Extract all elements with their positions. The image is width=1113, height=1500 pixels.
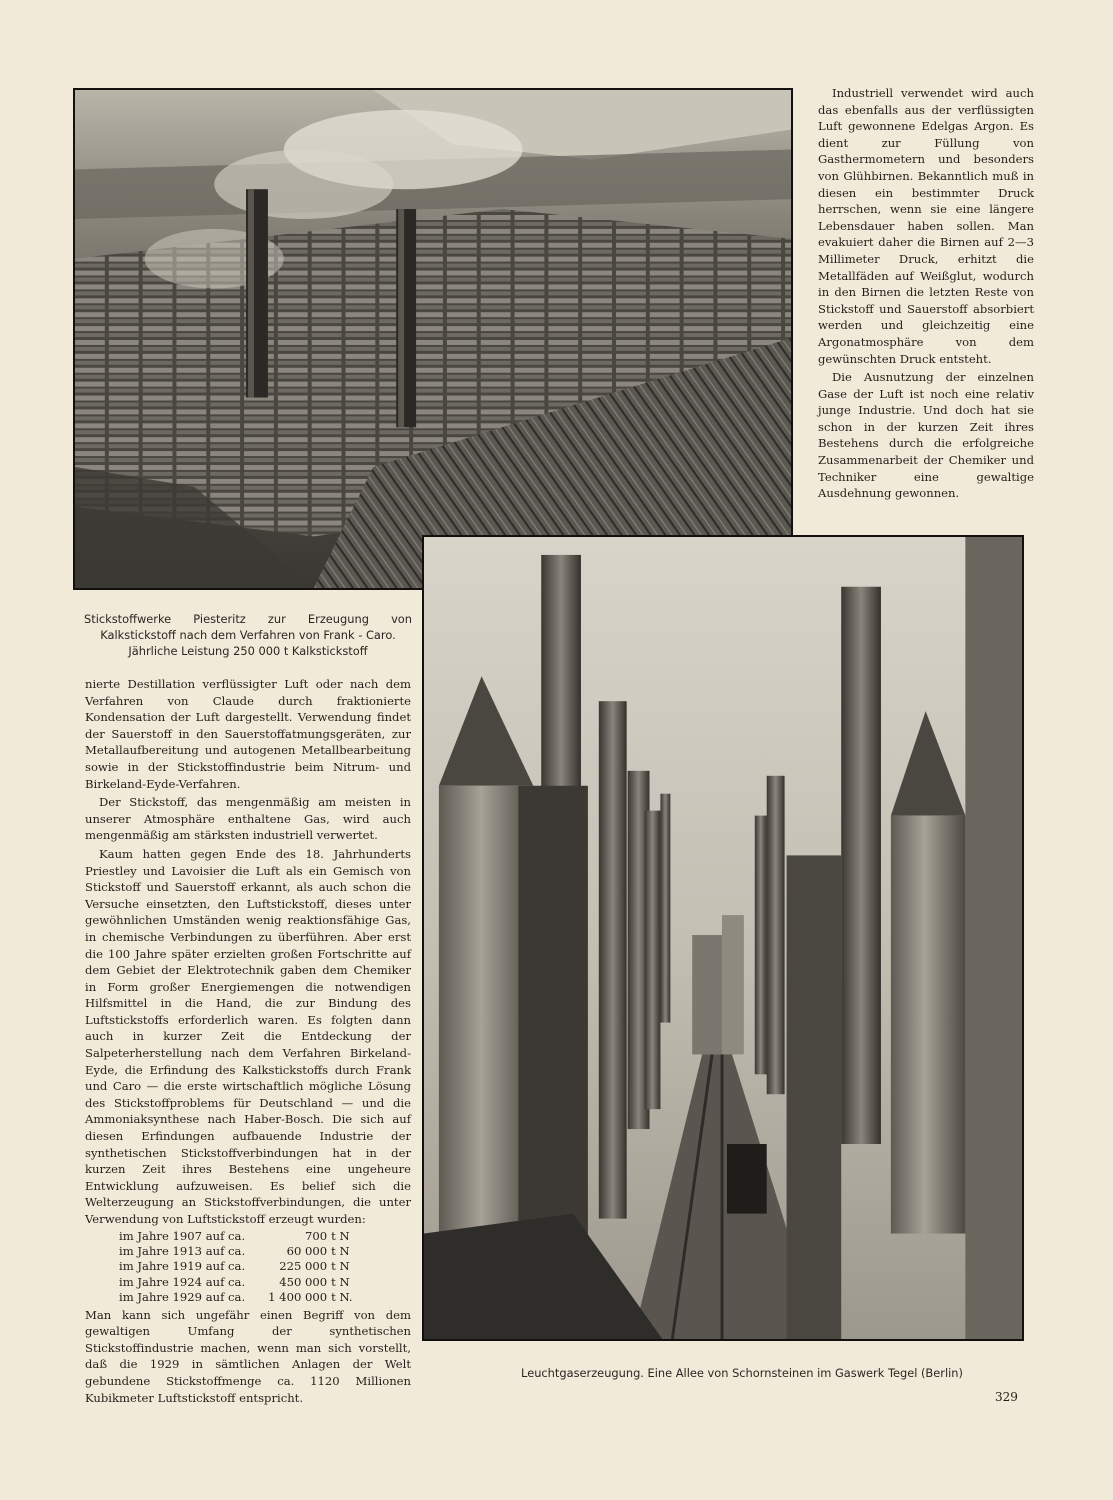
paragraph: nierte Destillation verflüssigter Luft oder nach dem Verfahren von Claude durch fraktionierte Kondensation der Luft dargestellt. Verwendung findet der Sauerstoff in den Sauerstoffatmungsgeräten, zur Metallaufbereitung und autogenen Metallbearbeitung sowie in der Stickstoffindustrie beim Nitrum- und Birkeland-Eyde-Verfahren. bbox=[85, 677, 411, 791]
table-cell-year: im Jahre 1929 auf ca. bbox=[119, 1290, 246, 1305]
production-table bbox=[119, 1229, 357, 1306]
table-row bbox=[119, 1244, 357, 1259]
table-cell-unit: t N bbox=[331, 1228, 350, 1243]
table-cell-amount: 450 000 bbox=[279, 1274, 328, 1289]
figure1-caption-line2: Jährliche Leistung 250 000 t Kalkstickstoff bbox=[128, 644, 368, 658]
table-cell-year: im Jahre 1913 auf ca. bbox=[119, 1244, 246, 1258]
paragraph: Die Ausnutzung der einzelnen Gase der Luft ist noch eine relativ junge Industrie. Und doch hat sie schon in der kurzen Zeit ihres Bestehens durch die erfolgreiche Zusammenarbeit der Chemiker und Techniker eine gewaltige Ausdehnung gewonnen. bbox=[818, 370, 1034, 501]
table-cell-unit: t N. bbox=[331, 1290, 353, 1305]
closing-paragraph: Man kann sich ungefähr einen Begriff von dem gewaltigen Umfang der synthetischen Stickstoffindustrie machen, wenn man sich vorstellt, daß die 1929 in sämtlichen Anlagen der Welt gebundene Stickstoffmenge ca. 1120 Millionen Kubikmeter Luftstickstoff entspricht. bbox=[85, 1307, 411, 1405]
paragraph: Kaum hatten gegen Ende des 18. Jahrhunderts Priestley und Lavoisier die Luft als ein Gemisch von Stickstoff und Sauerstoff erkannt, als auch schon die Versuche einsetzten, den Luftstickstoff, dieses unter gewöhnlichen Umständen wenig reaktionsfähige Gas, in chemische Verbindungen zu überführen. Aber erst die 100 Jahre später erzielten großen Fortschritte auf dem Gebiet der Elektrotechnik gaben dem Chemiker in Form großer Energiemengen die notwendigen Hilfsmittel in die Hand, die zur Bindung des Luftstickstoffs erforderlich waren. Es folgten dann auch in kurzer Zeit die Entdeckung der Salpeterherstellung nach dem Verfahren Birkeland-Eyde, die Erfindung des Kalkstickstoffs durch Frank und Caro — die erste wirtschaftlich mögliche Lösung des Stickstoffproblems für Deutschland — und die Ammoniaksynthese nach Haber-Bosch. Die sich auf diesen Erfindungen aufbauende Industrie der synthetischen Stickstoffverbindungen hat in der kurzen Zeit ihres Bestehens eine ungeheure Entwicklung aufzuweisen. Es belief sich die Welterzeugung an Stickstoffverbindungen, die unter Verwendung von Luftstickstoff erzeugt wurden: bbox=[85, 846, 411, 1226]
table-cell-amount: 700 bbox=[305, 1228, 328, 1243]
factory-aerial-photo bbox=[73, 88, 793, 590]
figure2-caption: Leuchtgaserzeugung. Eine Allee von Schornsteinen im Gaswerk Tegel (Berlin) bbox=[521, 1366, 963, 1380]
table-cell-year: im Jahre 1924 auf ca. bbox=[119, 1274, 246, 1289]
figure1-caption-line1: Stickstoffwerke Piesteritz zur Erzeugung von Kalkstickstoff nach dem Verfahren von Frank - Caro. bbox=[84, 612, 412, 642]
paragraph: Industriell verwendet wird auch das ebenfalls aus der verflüssigten Luft gewonnene Edelgas Argon. Es dient zur Füllung von Gasthermometern und besonders von Glühbirnen. Bekanntlich muß in diesen ein bestimmter Druck herrschen, wenn sie eine längere Lebensdauer haben sollen. Man evakuiert daher die Birnen auf 2—3 Millimeter Druck, erhitzt die Metallfäden auf Weißglut, wodurch in den Birnen die letzten Reste von Stickstoff und Sauerstoff absorbiert werden und gleichzeitig eine Argonatmosphäre von dem gewünschten Druck entsteht. bbox=[818, 86, 1034, 366]
left-text-column bbox=[85, 676, 411, 1406]
paragraph: Der Stickstoff, das mengenmäßig am meisten in unserer Atmosphäre enthaltene Gas, wird auch mengenmäßig am stärksten industriell verwertet. bbox=[85, 795, 411, 843]
table-row bbox=[119, 1275, 357, 1290]
table-cell-amount: 1 400 000 bbox=[268, 1290, 328, 1305]
figure1-caption bbox=[84, 611, 412, 659]
table-cell-year: im Jahre 1919 auf ca. bbox=[119, 1259, 246, 1274]
chimney-avenue-photo bbox=[422, 535, 1024, 1341]
table-row bbox=[119, 1290, 357, 1305]
table-cell-amount: 60 000 bbox=[286, 1244, 328, 1258]
table-cell-unit: t N bbox=[331, 1259, 350, 1274]
table-row bbox=[119, 1229, 357, 1244]
page-number: 329 bbox=[995, 1390, 1018, 1404]
table-cell-amount: 225 000 bbox=[279, 1259, 328, 1274]
table-cell-unit: t N bbox=[331, 1244, 350, 1258]
table-row bbox=[119, 1259, 357, 1274]
right-text-column bbox=[818, 85, 1034, 502]
table-cell-unit: t N bbox=[331, 1274, 350, 1289]
table-cell-year: im Jahre 1907 auf ca. bbox=[119, 1228, 246, 1243]
